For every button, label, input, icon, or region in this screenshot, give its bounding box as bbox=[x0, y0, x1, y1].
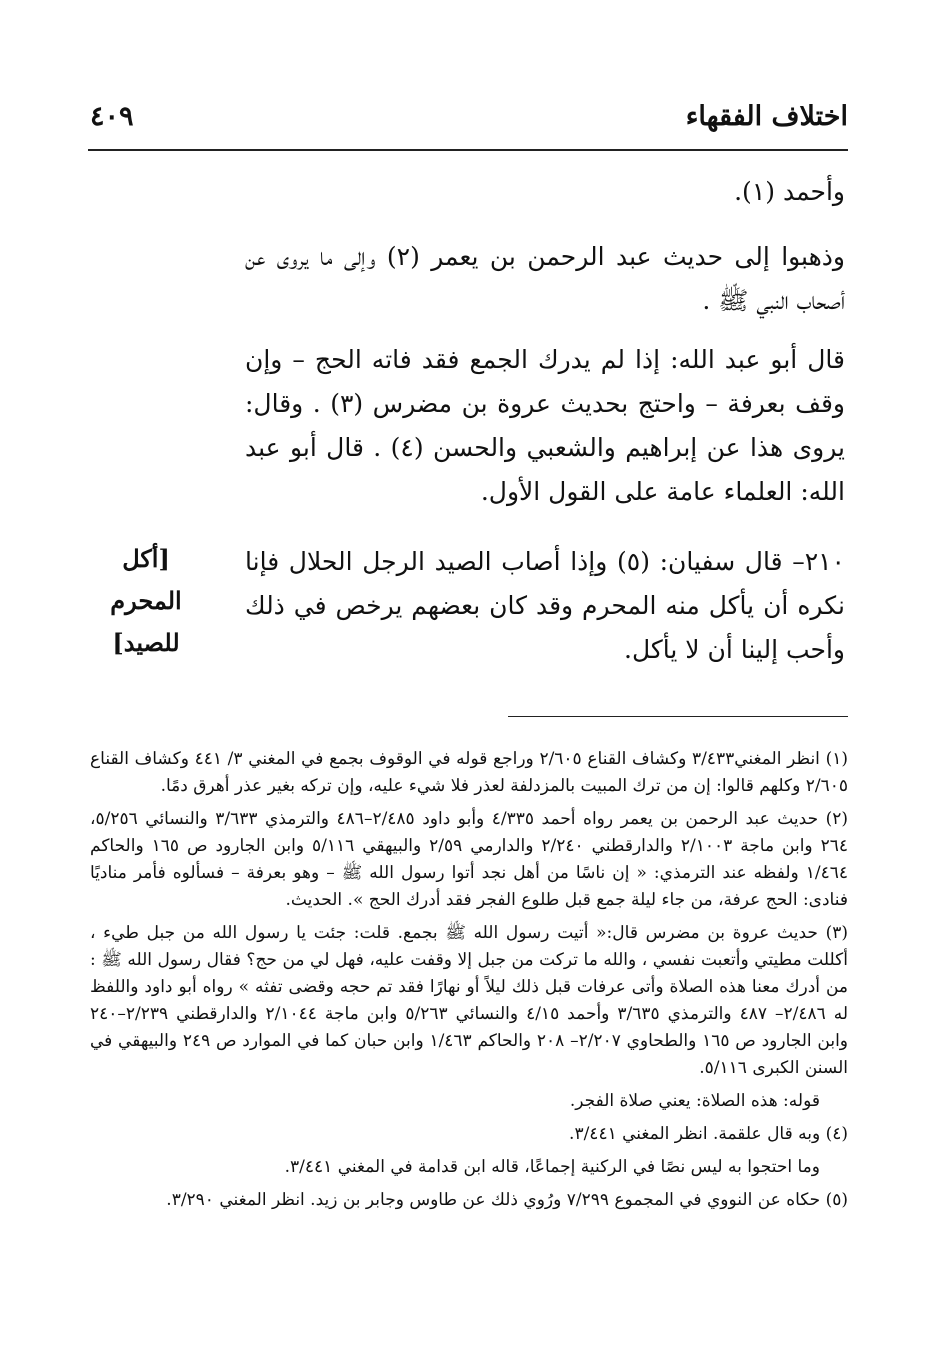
footnote-4: (٤) وبه قال علقمة. انظر المغني ٣/٤٤١. bbox=[569, 1124, 848, 1144]
footnote-3-sub: قوله: هذه الصلاة: يعني صلاة الفجر. bbox=[569, 1091, 820, 1111]
page-header bbox=[90, 95, 848, 137]
header-rule bbox=[88, 149, 848, 151]
margin-heading-line-1: [أكل المحرم bbox=[110, 544, 182, 615]
paragraph-3: قال أبو عبد الله: إذا لم يدرك الجمع فقد فاته الحج – وإن وقف بعرفة – واحتج بحديث عروة بن مضرس (٣) . وقال: يروى هذا عن إبراهيم والشعبي والحسن (٤) . قال أبو عبد الله: العلماء عامة على القول الأول. bbox=[245, 345, 845, 506]
paragraph-4: ٢١٠– قال سفيان: (٥) وإذا أصاب الصيد الرجل الحلال فإنا نكره أن يأكل منه المحرم وقد كان بعضهم يرخص في ذلك وأحب إلينا أن لا يأكل. bbox=[245, 547, 845, 664]
footnote-3: (٣) حديث عروة بن مضرس قال:« أتيت رسول الله ﷺ بجمع. قلت: جئت يا رسول الله من جبل طيء ، أكللت مطيتي وأتعبت نفسي ، والله ما تركت من جبل إلا وقفت عليه، فهل لي من حج؟ فقال رسول الله ﷺ : من أدرك معنا هذه الصلاة وأتى عرفات قبل ذلك ليلاً أو نهارًا فقد تم حجه وقضى تفثه » رواه أبو داود واللفظ له ٢/٤٨٦– ٤٨٧ والترمذي ٣/٦٣٥ وأحمد ٤/١٥ والنسائي ٥/٢٦٣ وابن ماجة ٢/١٠٤٤ والدارقطني ٢/٢٣٩–٢٤٠ وابن الجارود ص ١٦٥ والطحاوي ٢/٢٠٧– ٢٠٨ والحاكم ١/٤٦٣ وابن حبان كما في الموارد ص ٢٤٩ والبيهقي في السنن الكبرى ٥/١١٦. bbox=[90, 923, 849, 1078]
footnotes bbox=[90, 746, 848, 1220]
running-title: اختلاف الفقهاء bbox=[685, 100, 848, 132]
footnote-2: (٢) حديث عبد الرحمن بن يعمر رواه أحمد ٤/٣٣٥ وأبو داود ٢/٤٨٥–٤٨٦ والترمذي ٣/٦٣٣ والنسائي ٥/٢٥٦، ٢٦٤ وابن ماجة ٢/١٠٠٣ والدارقطني ٢/٢٤٠ والدارمي ٢/٥٩ والبيهقي ٥/١١٦ وابن الجارود ص ١٦٥ والحاكم ١/٤٦٤ ولفظه عند الترمذي: « إن ناسًا من أهل نجد أتوا رسول الله ﷺ – وهو بعرفة – فسألوه فأمر مناديًا فنادى: الحج عرفة، من جاء ليلة جمع قبل طلوع الفجر فقد أدرك الحج ». الحديث. bbox=[90, 809, 849, 910]
page-number: ٤٠٩ bbox=[90, 100, 134, 132]
footnote-5: (٥) حكاه عن النووي في المجموع ٧/٢٩٩ ورُوي ذلك عن طاوس وجابر بن زيد. انظر المغني ٣/٢٩٠. bbox=[166, 1190, 848, 1210]
margin-heading bbox=[86, 538, 206, 664]
margin-heading-line-2: للصيد] bbox=[112, 628, 180, 657]
footnote-4-sub: وما احتجوا به ليس نصًا في الركنية إجماعًا، قاله ابن قدامة في المغني ٣/٤٤١. bbox=[284, 1157, 820, 1177]
paragraph-1: وأحمد (١). bbox=[734, 177, 845, 206]
footnote-1: (١) انظر المغني٣/٤٣٣ وكشاف القناع ٢/٦٠٥ وراجع قوله في الوقوف بجمع في المغني ٣/ ٤٤١ وكشاف القناع ٢/٦٠٥ وكلهم قالوا: إن من ترك المبيت بالمزدلفة لعذر فلا شيء عليه، وإن تركه بغير عذر أهرق دمًا. bbox=[90, 749, 848, 796]
paragraph-2: وذهبوا إلى حديث عبد الرحمن بن يعمر (٢) وإلى ما يروى عن أصحاب النبي ﷺ . bbox=[245, 242, 845, 315]
footnote-rule bbox=[508, 716, 848, 717]
